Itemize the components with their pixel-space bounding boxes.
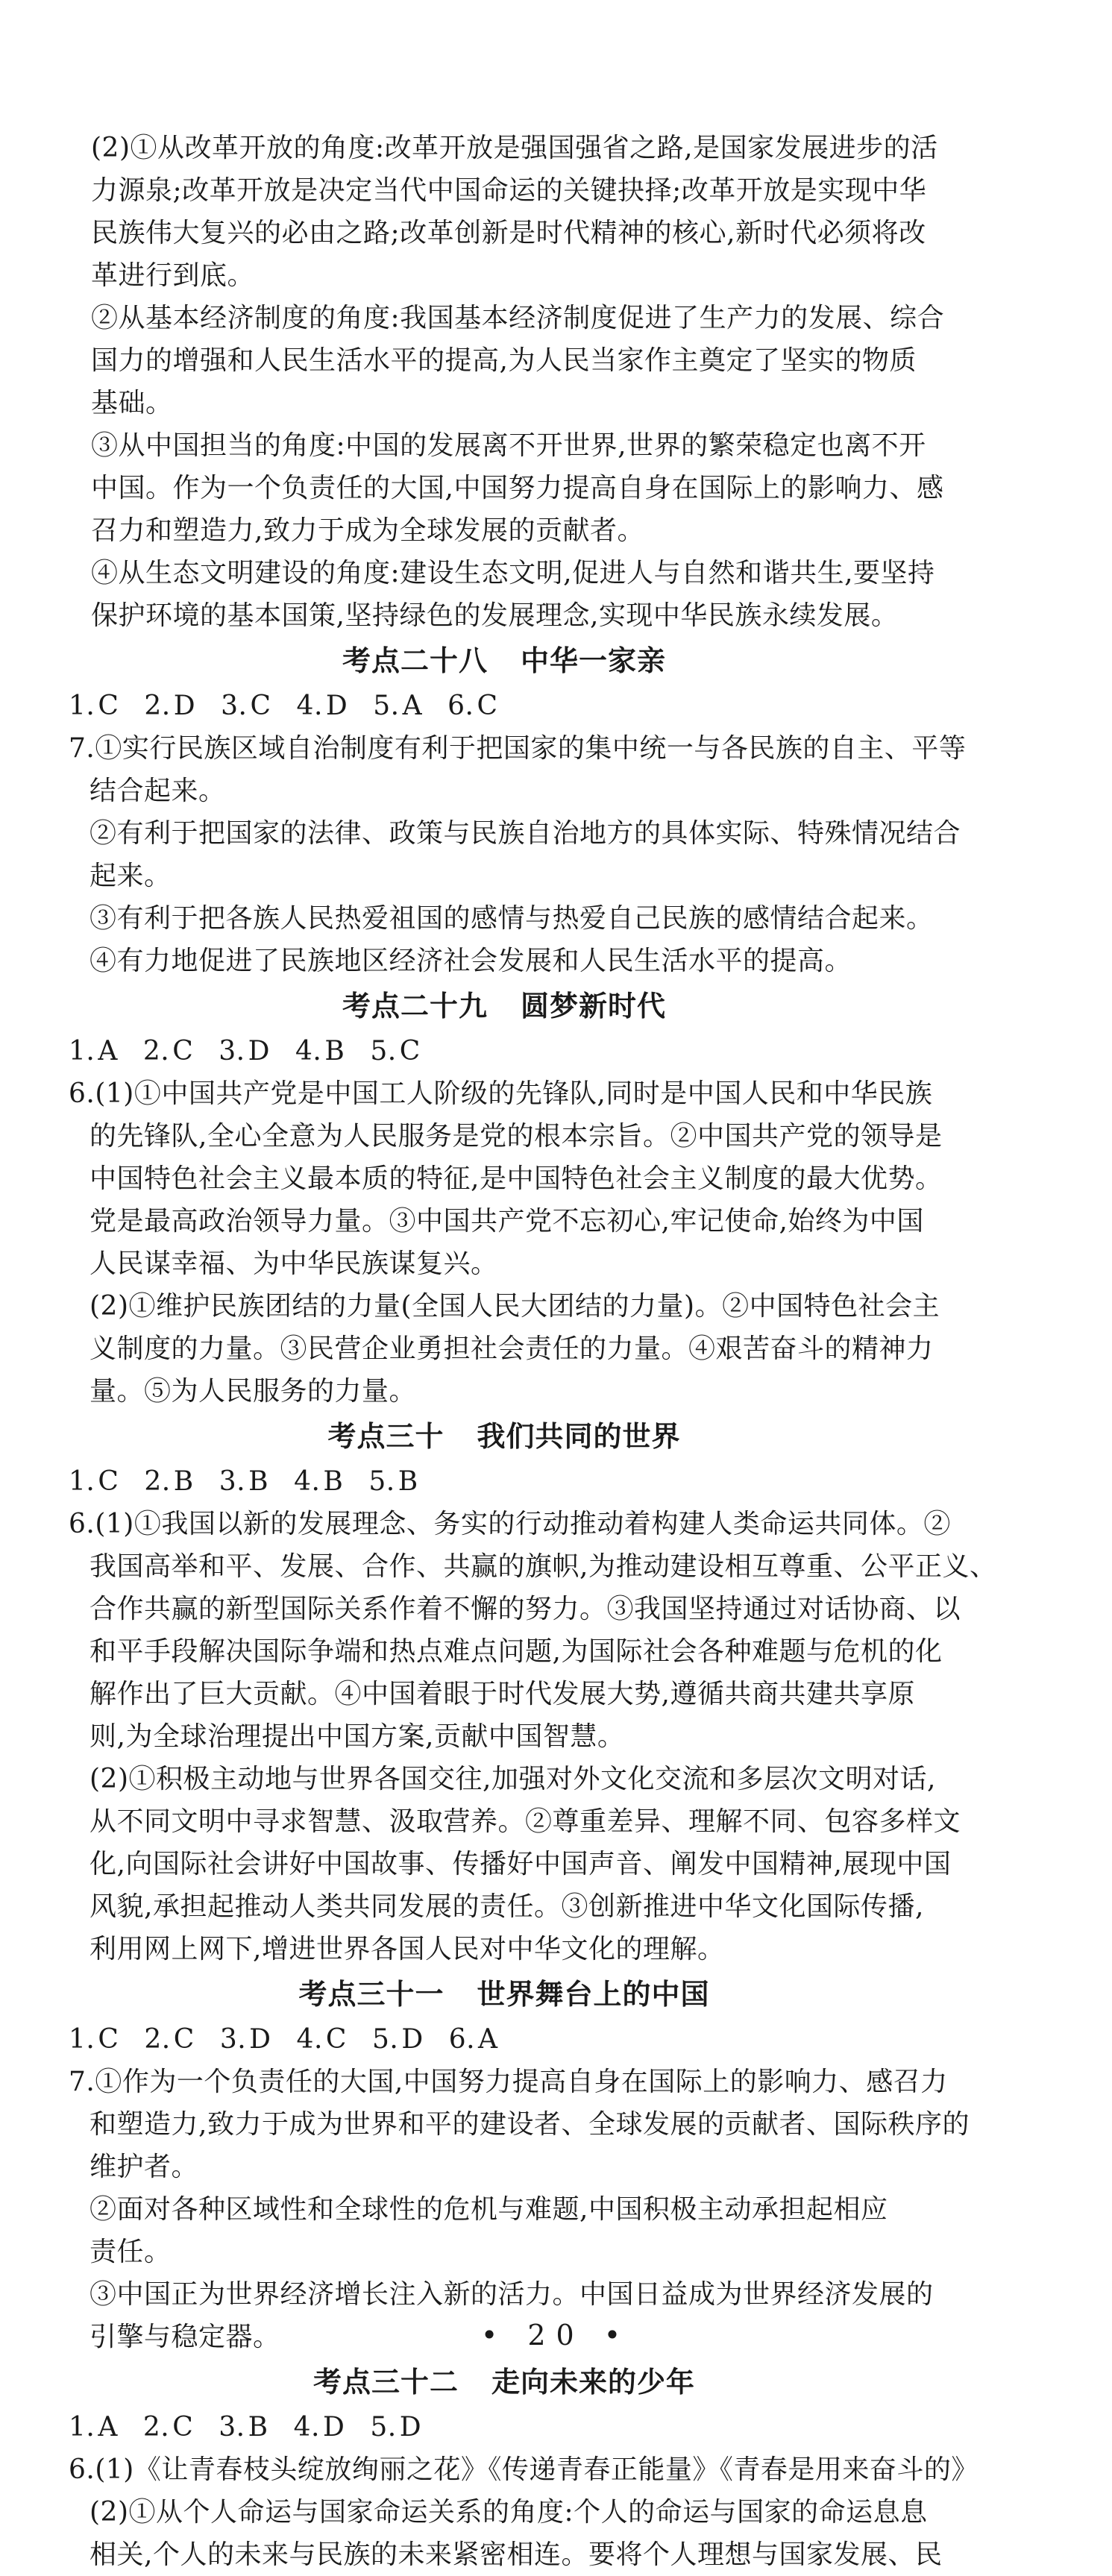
- choice-number: 4.: [296, 2024, 323, 2055]
- answer-line: (2)①积极主动地与世界各国交往,加强对外文化交流和多层次文明对话,: [89, 1764, 936, 1794]
- answer-line: 召力和塑造力,致力于成为全球发展的贡献者。: [91, 515, 644, 546]
- choice-number: 1.: [69, 1466, 95, 1497]
- choice-answer: [69, 1460, 119, 1503]
- section-heading: [69, 2358, 940, 2406]
- choice-answer: [368, 1460, 418, 1503]
- choice-answer: [221, 685, 271, 727]
- choice-answer: [219, 2406, 268, 2448]
- answer-line: 6.(1)《让青春枝头绽放绚丽之花》《传递青春正能量》《青春是用来奋斗的》: [69, 2454, 979, 2485]
- multiple-choice-answers: [69, 1460, 940, 1503]
- answer-line: 革进行到底。: [91, 260, 255, 291]
- answer-line: ②有利于把国家的法律、政策与民族自治地方的具体实际、特殊情况结合: [89, 818, 961, 849]
- answer-line: 责任。: [89, 2237, 172, 2267]
- choice-letter: C: [98, 1466, 119, 1497]
- section-number: 考点三十一: [298, 1978, 445, 2011]
- choice-answer: [294, 2406, 345, 2448]
- answer-line: 国力的增强和人民生活水平的提高,为人民当家作主奠定了坚实的物质: [91, 345, 917, 376]
- choice-number: 4.: [293, 2412, 320, 2443]
- choice-number: 3.: [219, 2412, 245, 2443]
- choice-answer: [144, 685, 195, 727]
- choice-number: 5.: [370, 2412, 397, 2443]
- multiple-choice-answers: [69, 1030, 940, 1072]
- section-number: 考点三十: [327, 1420, 445, 1453]
- answer-line: 量。⑤为人民服务的力量。: [89, 1376, 417, 1407]
- answer-line: 7.①作为一个负责任的大国,中国努力提高自身在国际上的影响力、感召力: [69, 2067, 948, 2097]
- answer-line: 结合起来。: [89, 776, 226, 806]
- choice-letter: C: [98, 691, 119, 721]
- answer-line: 的先锋队,全心全意为人民服务是党的根本宗旨。②中国共产党的领导是: [89, 1121, 943, 1152]
- choice-number: 2.: [144, 2024, 171, 2055]
- answer-line: 6.(1)①中国共产党是中国工人阶级的先锋队,同时是中国人民和中华民族: [69, 1078, 933, 1109]
- choice-letter: C: [325, 2024, 347, 2055]
- choice-letter: D: [248, 1036, 270, 1066]
- choice-answer: [219, 1030, 270, 1072]
- choice-number: 4.: [296, 691, 323, 721]
- section-title: 世界舞台上的中国: [477, 1978, 710, 2011]
- choice-number: 3.: [219, 1466, 246, 1497]
- answer-line: ③有利于把各族人民热爱祖国的感情与热爱自己民族的感情结合起来。: [89, 903, 934, 934]
- choice-number: 5.: [373, 691, 400, 721]
- answer-line: 起来。: [89, 861, 172, 891]
- answer-line: ②从基本经济制度的角度:我国基本经济制度促进了生产力的发展、综合: [91, 303, 945, 333]
- section-title: 走向未来的少年: [491, 2366, 696, 2398]
- answer-line: (2)①从个人命运与国家命运关系的角度:个人的命运与国家的命运息息: [89, 2497, 928, 2528]
- choice-letter: A: [478, 2024, 498, 2055]
- choice-letter: B: [248, 2412, 268, 2443]
- choice-number: 3.: [219, 1036, 245, 1066]
- choice-letter: C: [250, 691, 271, 721]
- choice-letter: C: [399, 1036, 421, 1066]
- choice-letter: C: [172, 1036, 194, 1066]
- choice-number: 6.: [447, 691, 474, 721]
- section-number: 考点三十二: [312, 2366, 459, 2398]
- answer-line: 解作出了巨大贡献。④中国着眼于时代发展大势,遵循共商共建共享原: [89, 1679, 915, 1709]
- choice-letter: B: [248, 1466, 269, 1497]
- choice-letter: A: [98, 2412, 118, 2443]
- answer-line: 维护者。: [89, 2152, 199, 2182]
- choice-letter: B: [324, 1036, 345, 1066]
- section-title: 圆梦新时代: [521, 990, 667, 1022]
- answer-line: 我国高举和平、发展、合作、共赢的旗帜,为推动建设相互尊重、公平正义、: [89, 1551, 997, 1582]
- choice-number: 3.: [219, 2024, 247, 2055]
- answer-line: 义制度的力量。③民营企业勇担社会责任的力量。④艰苦奋斗的精神力: [89, 1333, 934, 1364]
- answer-line: 力源泉;改革开放是决定当代中国命运的关键抉择;改革开放是实现中华: [91, 175, 927, 206]
- choice-answer: [144, 1460, 193, 1503]
- choice-answer: [69, 1030, 118, 1072]
- answer-line: ④从生态文明建设的角度:建设生态文明,促进人与自然和谐共生,要坚持: [91, 558, 935, 588]
- choice-answer: [220, 2018, 271, 2061]
- choice-letter: B: [173, 1466, 194, 1497]
- page-number: • 20 •: [480, 2319, 632, 2352]
- choice-letter: B: [323, 1466, 344, 1497]
- answer-line: 化,向国际社会讲好中国故事、传播好中国声音、阐发中国精神,展现中国: [89, 1849, 952, 1879]
- choice-answer: [373, 685, 422, 727]
- multiple-choice-answers: [69, 685, 940, 727]
- choice-number: 4.: [295, 1036, 322, 1066]
- answer-line: 则,为全球治理提出中国方案,贡献中国智慧。: [89, 1721, 625, 1752]
- choice-number: 1.: [69, 691, 95, 721]
- choice-answer: [143, 1030, 193, 1072]
- choice-number: 2.: [142, 1036, 170, 1066]
- answer-line: 引擎与稳定器。: [89, 2322, 280, 2352]
- choice-number: 5.: [370, 1036, 397, 1066]
- choice-letter: B: [398, 1466, 418, 1497]
- answer-line: (2)①维护民族团结的力量(全国人民大团结的力量)。②中国特色社会主: [89, 1291, 940, 1322]
- page-number-value: 20: [527, 2319, 585, 2352]
- choice-answer: [69, 2018, 119, 2061]
- answer-line: ③从中国担当的角度:中国的发展离不开世界,世界的繁荣稳定也离不开: [91, 430, 926, 461]
- choice-answer: [447, 685, 497, 727]
- choice-letter: C: [172, 2412, 194, 2443]
- choice-number: 6.: [448, 2024, 476, 2055]
- choice-number: 1.: [69, 1036, 95, 1066]
- multiple-choice-answers: [69, 2406, 940, 2448]
- choice-answer: [69, 2406, 118, 2448]
- answer-line: 中国。作为一个负责任的大国,中国努力提高自身在国际上的影响力、感: [91, 473, 944, 503]
- answer-line: ④有力地促进了民族地区经济社会发展和人民生活水平的提高。: [89, 946, 852, 976]
- choice-letter: C: [173, 2024, 195, 2055]
- section-heading: [69, 982, 940, 1030]
- answer-line: 基础。: [91, 388, 173, 418]
- choice-letter: D: [249, 2024, 271, 2055]
- choice-letter: D: [401, 2024, 424, 2055]
- section-number: 考点二十八: [342, 644, 488, 677]
- choice-answer: [294, 1460, 343, 1503]
- answer-line: 相关,个人的未来与民族的未来紧密相连。要将个人理想与国家发展、民: [89, 2539, 943, 2570]
- answer-line: 利用网上网下,增进世界各国人民对中华文化的理解。: [89, 1934, 725, 1964]
- choice-letter: C: [477, 691, 498, 721]
- choice-answer: [449, 2018, 498, 2061]
- answer-line: 7.①实行民族区域自治制度有利于把国家的集中统一与各民族的自主、平等: [69, 733, 967, 764]
- choice-number: 2.: [142, 2412, 170, 2443]
- section-heading: [69, 637, 940, 685]
- answer-line: 党是最高政治领导力量。③中国共产党不忘初心,牢记使命,始终为中国: [89, 1206, 924, 1237]
- answer-line: 6.(1)①我国以新的发展理念、务实的行动推动着构建人类命运共同体。②: [69, 1509, 951, 1539]
- answer-content: [69, 127, 997, 2576]
- choice-answer: [143, 2406, 193, 2448]
- choice-number: 2.: [144, 691, 171, 721]
- choice-number: 4.: [294, 1466, 321, 1497]
- choice-number: 1.: [69, 2024, 95, 2055]
- choice-letter: A: [98, 1036, 118, 1066]
- choice-answer: [370, 1030, 420, 1072]
- answer-line: 和塑造力,致力于成为世界和平的建设者、全球发展的贡献者、国际秩序的: [89, 2109, 970, 2140]
- section-heading: [69, 1970, 940, 2018]
- choice-number: 2.: [144, 1466, 171, 1497]
- answer-line: (2)①从改革开放的角度:改革开放是强国强省之路,是国家发展进步的活: [91, 133, 938, 163]
- answer-line: 风貌,承担起推动人类共同发展的责任。③创新推进中华文化国际传播,: [89, 1891, 924, 1922]
- choice-answer: [144, 2018, 194, 2061]
- choice-letter: C: [98, 2024, 119, 2055]
- choice-letter: D: [399, 2412, 422, 2443]
- multiple-choice-answers: [69, 2018, 940, 2061]
- section-number: 考点二十九: [342, 990, 488, 1022]
- answer-line: 民族伟大复兴的必由之路;改革创新是时代精神的核心,新时代必须将改: [91, 218, 926, 248]
- section-title: 中华一家亲: [521, 644, 667, 677]
- choice-letter: D: [322, 2412, 345, 2443]
- choice-answer: [372, 2018, 424, 2061]
- choice-number: 5.: [371, 2024, 399, 2055]
- choice-answer: [295, 1030, 345, 1072]
- answer-line: ③中国正为世界经济增长注入新的活力。中国日益成为世界经济发展的: [89, 2279, 934, 2310]
- choice-letter: D: [325, 691, 348, 721]
- choice-answer: [219, 1460, 268, 1503]
- answer-line: 合作共赢的新型国际关系作着不懈的努力。③我国坚持通过对话协商、以: [89, 1594, 961, 1624]
- choice-number: 3.: [221, 691, 248, 721]
- answer-line: 人民谋幸福、为中华民族谋复兴。: [89, 1248, 498, 1279]
- choice-letter: A: [402, 691, 423, 721]
- answer-line: 从不同文明中寻求智慧、汲取营养。②尊重差异、理解不同、包容多样文: [89, 1806, 961, 1837]
- section-title: 我们共同的世界: [477, 1420, 681, 1453]
- answer-line: 中国特色社会主义最本质的特征,是中国特色社会主义制度的最大优势。: [89, 1163, 943, 1194]
- choice-number: 5.: [368, 1466, 395, 1497]
- choice-answer: [370, 2406, 421, 2448]
- section-heading: [69, 1413, 940, 1460]
- choice-answer: [297, 2018, 347, 2061]
- choice-answer: [69, 685, 119, 727]
- answer-line: 保护环境的基本国策,坚持绿色的发展理念,实现中华民族永续发展。: [91, 600, 899, 631]
- choice-number: 1.: [69, 2412, 95, 2443]
- choice-answer: [297, 685, 348, 727]
- answer-line: ②面对各种区域性和全球性的危机与难题,中国积极主动承担起相应: [89, 2194, 888, 2225]
- choice-letter: D: [173, 691, 196, 721]
- answer-line: 和平手段解决国际争端和热点难点问题,为国际社会各种难题与危机的化: [89, 1636, 943, 1667]
